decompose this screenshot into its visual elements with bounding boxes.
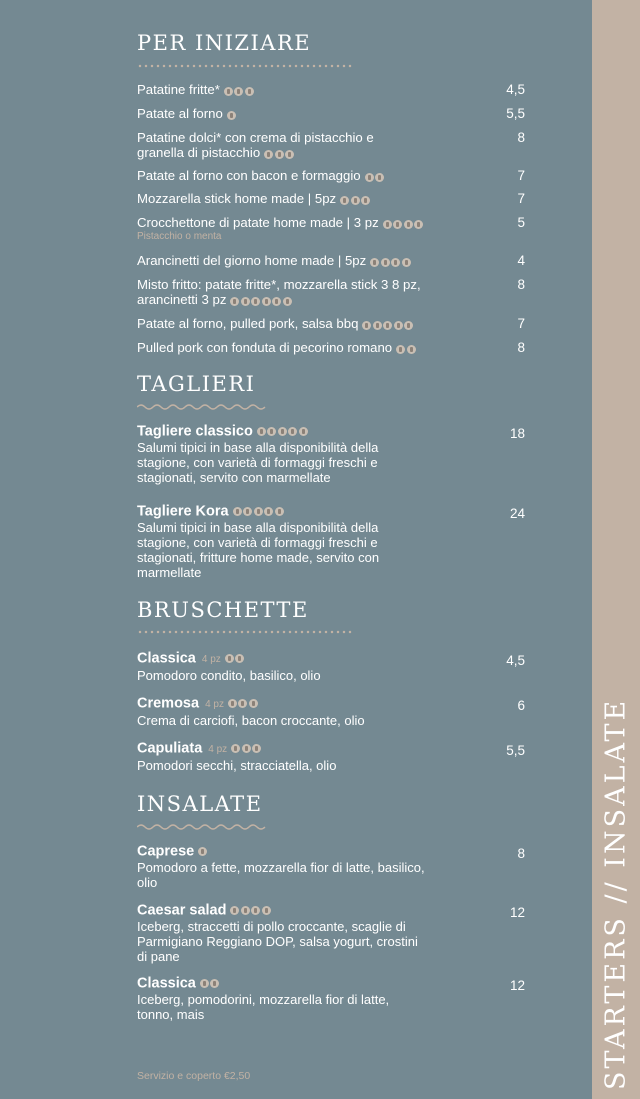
menu-item <box>137 106 529 122</box>
item-description: Iceberg, straccetti di pollo croccante, scaglie di Parmigiano Reggiano DOP, salsa yogurt, crostini di pane <box>137 919 418 965</box>
menu-item <box>137 168 529 184</box>
item-name: Mozzarella stick home made | 5pz <box>137 191 337 206</box>
item-price: 12 <box>509 905 525 920</box>
item-name: Misto fritto: patate fritte*, mozzarella stick 3 8 pz, arancinetti 3 pz <box>137 277 421 307</box>
allergen-icons <box>257 423 310 440</box>
allergen-icons <box>224 83 256 98</box>
item-price: 8 <box>517 340 525 355</box>
allergen-icons <box>383 216 425 231</box>
allergen-icons <box>227 107 238 122</box>
allergen-icons <box>362 317 415 332</box>
menu-item <box>137 253 529 269</box>
allergen-icons <box>230 293 293 308</box>
item-price: 8 <box>517 130 525 145</box>
item-price: 5,5 <box>506 743 525 758</box>
section-title-per-iniziare: PER INIZIARE <box>137 31 312 55</box>
item-price: 7 <box>517 168 525 183</box>
dotted-divider <box>137 64 353 68</box>
allergen-icons <box>200 975 221 992</box>
item-name: Patatine fritte* <box>137 82 220 97</box>
item-price: 5 <box>517 215 525 230</box>
item-name: Classica <box>137 975 196 992</box>
menu-item <box>137 316 529 332</box>
allergen-icons <box>225 650 246 667</box>
item-price: 4 <box>517 253 525 268</box>
menu-item <box>137 191 529 207</box>
item-name: Patate al forno con bacon e formaggio <box>137 168 361 183</box>
dotted-divider <box>137 630 353 634</box>
item-description: Crema di carciofi, bacon croccante, olio <box>137 713 365 729</box>
item-name: Pulled pork con fonduta di pecorino romano <box>137 340 393 355</box>
allergen-icons <box>230 902 272 919</box>
item-quantity: 4 pz <box>205 699 224 711</box>
menu-item <box>137 975 529 1022</box>
item-name: Cremosa <box>137 695 200 712</box>
item-description: Pomodoro a fette, mozzarella fior di latte, basilico, olio <box>137 860 425 891</box>
item-name: Classica <box>137 650 196 667</box>
item-price: 4,5 <box>506 653 525 668</box>
item-description: Iceberg, pomodorini, mozzarella fior di latte, tonno, mais <box>137 992 390 1023</box>
menu-item <box>137 423 529 485</box>
item-description: Salumi tipici in base alla disponibilità della stagione, con varietà di formaggi freschi e stagionati, servito con marmellate <box>137 440 379 486</box>
item-price: 8 <box>517 846 525 861</box>
service-charge-note: Servizio e coperto €2,50 <box>137 1070 251 1082</box>
menu-item <box>137 695 529 728</box>
item-price: 7 <box>517 316 525 331</box>
menu-item <box>137 215 529 243</box>
section-title-taglieri: TAGLIERI <box>137 372 256 396</box>
allergen-icons <box>228 695 260 712</box>
menu-item <box>137 82 529 98</box>
menu-item <box>137 740 529 773</box>
allergen-icons <box>198 843 209 860</box>
item-name: Capuliata <box>137 740 203 757</box>
allergen-icons <box>370 254 412 269</box>
item-name: Crocchettone di patate home made | 3 pz <box>137 215 379 230</box>
section-title-insalate: INSALATE <box>137 792 263 816</box>
allergen-icons <box>231 740 263 757</box>
menu-item <box>137 340 529 356</box>
item-quantity: 4 pz <box>201 654 221 666</box>
section-title-bruschette: BRUSCHETTE <box>137 598 309 622</box>
item-name: Caprese <box>137 843 195 860</box>
item-price: 12 <box>509 978 525 993</box>
item-name: Patate al forno <box>137 106 223 121</box>
menu-item <box>137 902 529 964</box>
allergen-icons <box>233 503 286 520</box>
wave-divider <box>137 823 267 831</box>
item-price: 6 <box>517 698 525 713</box>
allergen-icons <box>396 341 417 356</box>
item-name: Patatine dolci* con crema di pistacchio e granella di pistacchio <box>137 130 374 160</box>
item-description: Pomodori secchi, stracciatella, olio <box>137 758 337 774</box>
item-name: Patate al forno, pulled pork, salsa bbq <box>137 316 359 331</box>
wave-divider <box>137 403 267 411</box>
item-price: 4,5 <box>506 82 525 97</box>
menu-item <box>137 503 529 580</box>
menu-item <box>137 277 529 308</box>
item-description: Pomodoro condito, basilico, olio <box>137 668 321 684</box>
allergen-icons <box>365 169 386 184</box>
item-name: Tagliere Kora <box>137 503 229 520</box>
item-price: 5,5 <box>506 106 525 121</box>
menu-item <box>137 130 529 161</box>
item-quantity: 4 pz <box>208 744 228 756</box>
item-price: 7 <box>517 191 525 206</box>
item-name: Arancinetti del giorno home made | 5pz <box>137 253 367 268</box>
item-price: 18 <box>509 426 525 441</box>
allergen-icons <box>340 192 372 207</box>
menu-item <box>137 843 529 890</box>
item-name: Caesar salad <box>137 902 227 919</box>
menu-item <box>137 650 529 683</box>
item-description: Salumi tipici in base alla disponibilità della stagione, con varietà di formaggi freschi e stagionati, fritture home made, servito con marmellate <box>137 520 380 581</box>
item-note: Pistacchio o menta <box>137 231 222 243</box>
side-label: STARTERS // INSALATE <box>600 697 632 1090</box>
allergen-icons <box>264 146 296 161</box>
item-name: Tagliere classico <box>137 423 253 440</box>
item-price: 24 <box>509 506 525 521</box>
item-price: 8 <box>517 277 525 292</box>
